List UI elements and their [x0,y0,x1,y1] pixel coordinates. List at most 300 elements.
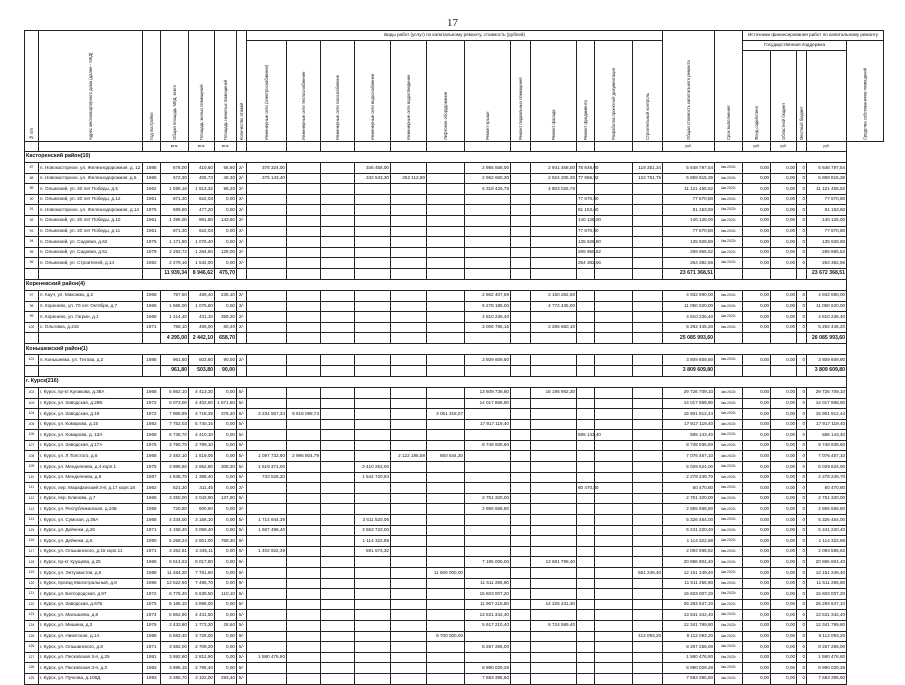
row-local-budget: 0 [797,642,807,653]
row-work-4 [355,215,391,226]
row-fund-subsidy: 0,00 [743,663,771,674]
row-work-8 [511,493,531,504]
row-nonresidential-area: 0,00 [215,652,237,663]
row-work-10 [577,673,595,684]
row-local-budget: 0 [797,493,807,504]
row-work-3 [321,440,355,451]
row-number: 110 [25,472,39,483]
row-residential-area: 2 798,40 [189,663,215,674]
row-work-4 [355,557,391,568]
row-work-8 [511,194,531,205]
row-work-1: 1 714 944,39 [247,515,287,526]
row-nonresidential-area: 98,20 [215,184,237,195]
row-work-11 [595,557,633,568]
row-work-11 [595,568,633,579]
row-work-3 [321,451,355,462]
row-work-8 [511,215,531,226]
row-work-4 [355,652,391,663]
table-row [25,237,884,248]
row-work-10 [577,493,595,504]
row-work-11 [595,504,633,515]
row-address: п. Новокасторное, ул. Железнодорожная, д.5 [39,173,143,184]
row-work-11 [595,184,633,195]
row-work-12 [633,184,663,195]
row-work-4 [355,205,391,216]
row-period: 4кв.2022г. [715,387,743,398]
row-work-6 [427,237,465,248]
row-work-4 [355,355,391,366]
row-work-1: 3 234 567,34 [247,409,287,420]
row-total-area: 521,30 [161,483,189,494]
row-work-4: 3 410 253,00 [355,462,391,473]
table-row [25,631,884,642]
row-local-budget: 0 [797,578,807,589]
row-regional-budget: 0,00 [771,483,797,494]
row-floors: 5/- [237,430,247,441]
row-work-4 [355,194,391,205]
table-row [25,163,884,174]
row-floors: 5/- [237,673,247,684]
row-total-cost: 77 670,80 [663,194,715,205]
row-local-budget: 0 [797,610,807,621]
row-floors: 2/- [237,322,247,333]
row-work-8 [511,462,531,473]
district-title: Кореневский район(4) [25,279,847,290]
header-row [25,31,884,41]
row-work-6 [427,163,465,174]
row-residential-area: 2 812,90 [189,652,215,663]
row-address: г. Курск, ул. Заводская, д.29Б [39,398,143,409]
row-work-5 [391,398,427,409]
row-total-cost: 15 603 007,20 [663,589,715,600]
row-total-area: 7 752,03 [161,419,189,430]
row-nonresidential-area: 129,00 [215,247,237,258]
table-header [25,31,884,152]
row-address: п. Новокасторное, ул. Железнодорожная, д. 12 [39,163,143,174]
row-work-9 [531,673,577,684]
row-year: 1968 [143,290,161,301]
row-work-8 [511,483,531,494]
row-work-6 [427,184,465,195]
row-total-cost: 265 955,52 [663,247,715,258]
row-floors: 5/- [237,387,247,398]
district-row [25,344,884,355]
row-work-3 [321,493,355,504]
row-work-10 [577,451,595,462]
row-year: 1988 [143,631,161,642]
row-work-2 [287,652,321,663]
row-period: 4кв.2022г. [715,237,743,248]
row-total-area: 757,50 [161,290,189,301]
header-unit-cell [633,142,663,152]
row-regional-budget: 0,00 [771,215,797,226]
row-work-12 [633,398,663,409]
row-work-4 [355,631,391,642]
capital-repair-table [24,30,884,685]
row-residential-area: 5 740,15 [189,419,215,430]
row-work-5 [391,226,427,237]
row-local-budget: 0 [797,184,807,195]
row-work-4 [355,673,391,684]
row-number: 94 [25,237,39,248]
row-total-area: 758,10 [161,322,189,333]
row-address: г. Курск, ул. Комарова, д.15 [39,419,143,430]
total-row-owners-funds: 23 672 368,51 [807,268,847,279]
total-row-total-cost: 3 809 609,80 [663,365,715,376]
row-regional-budget: 0,00 [771,610,797,621]
row-work-5 [391,599,427,610]
row-address: г. Курск, проезд Магистральный, д.8 [39,578,143,589]
row-work-5 [391,440,427,451]
row-fund-subsidy: 0,00 [743,215,771,226]
row-work-1 [247,568,287,579]
row-period: 4кв.2022г. [715,215,743,226]
row-work-1 [247,312,287,323]
row-period: 4кв.2022г. [715,652,743,663]
header-work-4: Инженерные сети водоснабжение [355,41,391,142]
table-row [25,568,884,579]
row-work-6 [427,620,465,631]
header-unit-cell [25,142,39,152]
row-work-9 [531,589,577,600]
row-work-3 [321,215,355,226]
row-work-10: 78 648,00 [577,163,595,174]
row-residential-area: 2 709,20 [189,642,215,653]
table-row [25,652,884,663]
row-floors: 5/- [237,409,247,420]
row-fund-subsidy: 0,00 [743,184,771,195]
row-year: 1975 [143,620,161,631]
row-work-1 [247,322,287,333]
row-work-10 [577,525,595,536]
row-work-3 [321,226,355,237]
row-work-8 [511,205,531,216]
row-total-cost: 9 112 093,20 [663,631,715,642]
row-work-12 [633,599,663,610]
row-regional-budget: 0,00 [771,673,797,684]
row-work-3 [321,610,355,621]
row-work-11 [595,163,633,174]
row-work-9 [531,472,577,483]
row-work-3 [321,173,355,184]
row-work-2 [287,387,321,398]
row-number: 123 [25,610,39,621]
row-work-7: 17 917 119,40 [465,419,511,430]
row-year: 1993 [143,673,161,684]
row-work-5 [391,409,427,420]
row-nonresidential-area: 0,00 [215,205,237,216]
row-work-10 [577,620,595,631]
total-row-work-4 [355,333,391,344]
row-work-8 [511,430,531,441]
total-row-year [143,333,161,344]
row-work-5 [391,504,427,515]
row-address: г. Курск, пер. Марафонский 3-й, д.17 корп.18 [39,483,143,494]
row-total-area: 2 292,72 [161,247,189,258]
row-work-12: 412 093,20 [633,631,663,642]
total-row-work-11 [595,333,633,344]
row-number: 115 [25,525,39,536]
row-local-budget: 0 [797,258,807,269]
row-work-5 [391,472,427,483]
row-work-12 [633,430,663,441]
header-unit-cell [287,142,321,152]
row-work-8 [511,419,531,430]
row-year: 1968 [143,493,161,504]
row-year: 1981 [143,652,161,663]
total-row-work-2 [287,268,321,279]
row-work-12: 551 249,40 [633,568,663,579]
row-year: 1971 [143,546,161,557]
row-number: 111 [25,483,39,494]
row-floors: 5/- [237,642,247,653]
row-work-1 [247,215,287,226]
row-number: 92 [25,215,39,226]
row-work-3 [321,322,355,333]
row-work-9 [531,226,577,237]
row-work-9 [531,493,577,504]
row-work-8 [511,451,531,462]
row-fund-subsidy: 0,00 [743,301,771,312]
row-work-3 [321,290,355,301]
row-work-3 [321,184,355,195]
row-number: 97 [25,290,39,301]
row-address: г. Курск, ул. Энтузиастов, д.6 [39,568,143,579]
row-nonresidential-area: 0,00 [215,237,237,248]
row-address: г. Курск, ул. Заводская, д.67Б [39,599,143,610]
total-row-work-7 [465,365,511,376]
row-residential-area: 3 725,00 [189,631,215,642]
row-work-8 [511,578,531,589]
header-unit-cell: руб. [807,142,847,152]
row-work-3 [321,525,355,536]
row-local-budget: 0 [797,483,807,494]
row-work-10 [577,409,595,420]
row-work-11 [595,493,633,504]
row-work-5 [391,631,427,642]
row-year: 1962 [143,483,161,494]
total-row-regional-budget [771,268,797,279]
row-work-2 [287,472,321,483]
row-work-3 [321,419,355,430]
header-owners-funds: Средства собственников помещений [847,41,884,142]
row-work-1 [247,504,287,515]
row-address: п. Новокасторное, ул. Железнодорожная, д.14 [39,205,143,216]
row-work-3 [321,247,355,258]
row-work-9 [531,205,577,216]
row-work-7: 6 278 185,00 [465,301,511,312]
row-total-cost: 4 810 236,40 [663,312,715,323]
page-number: 17 [447,17,458,29]
row-number: 106 [25,430,39,441]
row-residential-area: 7 761,60 [189,568,215,579]
row-period: 4кв.2022г. [715,462,743,473]
table-row [25,546,884,557]
row-work-2 [287,525,321,536]
row-work-8 [511,398,531,409]
table-row [25,290,884,301]
row-total-cost: 585 143,40 [663,430,715,441]
row-nonresidential-area: 0,00 [215,578,237,589]
row-work-11 [595,205,633,216]
row-work-8 [511,631,531,642]
row-work-9: 2 285 650,10 [531,322,577,333]
total-row-local-budget [797,268,807,279]
row-address: г. Курск, ул. Менделеева, д.4 корп.1 [39,462,143,473]
row-fund-subsidy: 0,00 [743,194,771,205]
header-unit-cell: кв.м. [161,142,189,152]
row-work-11 [595,322,633,333]
table-row [25,194,884,205]
row-work-1 [247,610,287,621]
row-address: п. Олымский, ул. 20 лет Победы, д.11 [39,226,143,237]
row-number: 105 [25,419,39,430]
row-address: с. Ольговка, д.215 [39,322,143,333]
row-work-4 [355,663,391,674]
row-work-12 [633,237,663,248]
row-work-3 [321,589,355,600]
row-residential-area: 1 075,60 [189,301,215,312]
row-floors: 2/- [237,247,247,258]
row-nonresidential-area: 0,00 [215,504,237,515]
row-work-10 [577,290,595,301]
row-work-11 [595,194,633,205]
row-work-3 [321,430,355,441]
row-work-7: 2 862 407,58 [465,290,511,301]
row-work-2 [287,483,321,494]
total-row-period [715,268,743,279]
row-work-1 [247,642,287,653]
row-work-6 [427,589,465,600]
row-residential-area: 466,00 [189,322,215,333]
row-local-budget: 0 [797,536,807,547]
row-regional-budget: 0,00 [771,355,797,366]
row-total-area: 5 258,24 [161,536,189,547]
header-work-2: Инженерные сети теплоснабжение [287,41,321,142]
total-row-number [25,365,39,376]
row-work-2 [287,536,321,547]
row-work-9: 2 150 282,50 [531,290,577,301]
row-regional-budget: 0,00 [771,258,797,269]
row-work-2 [287,557,321,568]
row-residential-area: 503,80 [189,355,215,366]
row-fund-subsidy: 0,00 [743,472,771,483]
header-address: Адрес многоквартирного дома (далее - МКД) [39,31,143,142]
row-work-9 [531,258,577,269]
row-work-11 [595,312,633,323]
row-work-1: 378 324,00 [247,163,287,174]
row-work-7: 11 967 215,80 [465,599,511,610]
row-work-7 [465,536,511,547]
header-row [25,142,884,152]
row-total-area: 3 790,70 [161,440,189,451]
row-work-8 [511,387,531,398]
total-row-work-6 [427,268,465,279]
row-local-budget: 0 [797,409,807,420]
row-owners-funds: 140 128,00 [807,215,847,226]
section-total-row [25,268,884,279]
row-owners-funds: 5 648 797,54 [807,163,847,174]
row-year: 1968 [143,387,161,398]
table-row [25,409,884,420]
row-work-6 [427,387,465,398]
row-total-area: 1 296,00 [161,215,189,226]
row-total-cost: 2 855 668,80 [663,504,715,515]
row-address: г. Курск, ул. Ольшанского, д.16 корп.11 [39,546,143,557]
row-work-9: 4 803 026,76 [531,184,577,195]
total-row-work-11 [595,365,633,376]
row-nonresidential-area: 90,00 [215,355,237,366]
header-unit-cell [577,142,595,152]
row-work-4 [355,451,391,462]
row-floors: 2/- [237,226,247,237]
row-work-9 [531,451,577,462]
row-floors: 2/- [237,215,247,226]
row-work-6: 8 700 000,00 [427,631,465,642]
row-fund-subsidy: 0,00 [743,525,771,536]
row-work-1: 733 528,20 [247,472,287,483]
row-residential-area: 410,60 [189,163,215,174]
row-number: 93 [25,226,39,237]
row-address: г. Курск, ул. Л.Толстого, д.6 [39,451,143,462]
row-year: 1975 [143,237,161,248]
row-owners-funds: 81 153,60 [807,205,847,216]
total-row-work-3 [321,333,355,344]
row-nonresidential-area: 0,00 [215,419,237,430]
row-work-2 [287,440,321,451]
row-total-cost: 5 241 220,40 [663,525,715,536]
row-work-12 [633,610,663,621]
header-fund-subsidy: Фонд содействия [743,51,771,142]
row-floors: 5/- [237,472,247,483]
row-fund-subsidy: 0,00 [743,536,771,547]
row-fund-subsidy: 0,00 [743,322,771,333]
row-nonresidential-area: 0,00 [215,599,237,610]
row-total-area: 871,30 [161,194,189,205]
row-number: 121 [25,589,39,600]
row-work-4 [355,322,391,333]
row-work-6: 850 644,30 [427,451,465,462]
row-work-10 [577,440,595,451]
row-total-area: 6 775,40 [161,589,189,600]
row-work-1 [247,247,287,258]
row-work-10: 264 382,56 [577,258,595,269]
row-fund-subsidy: 0,00 [743,589,771,600]
row-work-2 [287,312,321,323]
header-regional-budget: Областной бюджет [771,51,797,142]
row-fund-subsidy: 0,00 [743,430,771,441]
row-period: 4кв.2022г. [715,578,743,589]
row-address: г. Курск, ул. Белгородская, д.97 [39,589,143,600]
row-work-10 [577,387,595,398]
row-work-12 [633,419,663,430]
row-work-12 [633,546,663,557]
row-work-12 [633,322,663,333]
row-year: 1972 [143,589,161,600]
row-total-area: 3 895,15 [161,663,189,674]
total-row-nonresidential-area: 475,70 [215,268,237,279]
row-work-2 [287,184,321,195]
table-row [25,515,884,526]
row-work-6 [427,493,465,504]
district-title: г. Курск(216) [25,376,847,387]
row-work-4 [355,504,391,515]
row-work-3 [321,387,355,398]
row-work-6 [427,515,465,526]
row-number: 114 [25,515,39,526]
row-work-2 [287,504,321,515]
row-work-9 [531,430,577,441]
